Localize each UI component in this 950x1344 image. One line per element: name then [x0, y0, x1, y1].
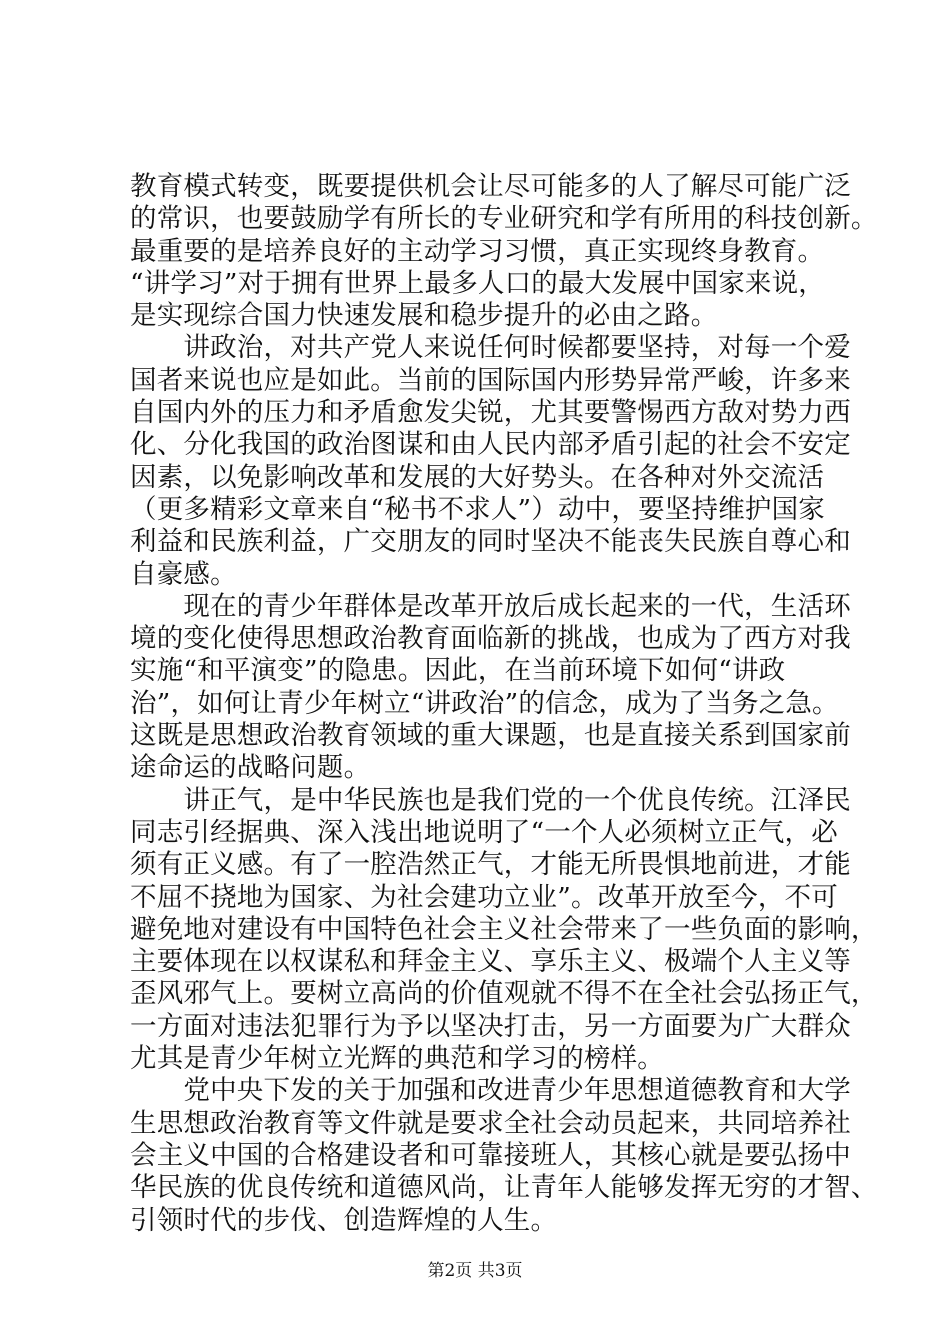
text-line: 最重要的是培养良好的主动学习习惯，真正实现终身教育。 [130, 235, 825, 267]
text-line: （更多精彩文章来自“秘书不求人”）动中，要坚持维护国家 [130, 493, 825, 525]
text-line: 自国内外的压力和矛盾愈发尖锐，尤其要警惕西方敌对势力西 [130, 397, 851, 429]
text-line: 利益和民族利益，广交朋友的同时坚决不能丧失民族自尊心和 [130, 526, 851, 558]
text-line: 避免地对建设有中国特色社会主义社会带来了一些负面的影响， [130, 913, 878, 945]
paragraph-3 [130, 590, 851, 785]
text-line: 会主义中国的合格建设者和可靠接班人，其核心就是要弘扬中 [130, 1139, 851, 1171]
text-line: “讲学习”对于拥有世界上最多人口的最大发展中国家来说， [130, 267, 825, 299]
text-line: 华民族的优良传统和道德风尚，让青年人能够发挥无穷的才智、 [130, 1172, 878, 1204]
text-line: 这既是思想政治教育领域的重大课题，也是直接关系到国家前 [130, 720, 851, 752]
text-line: 途命运的战略问题。 [130, 752, 371, 784]
text-line: 的常识，也要鼓励学有所长的专业研究和学有所用的科技创新。 [130, 203, 878, 235]
text-line: 化、分化我国的政治图谋和由人民内部矛盾引起的社会不安定 [130, 429, 851, 461]
document-body [130, 171, 878, 1237]
paragraph-2 [130, 332, 851, 590]
paragraph-4 [130, 784, 878, 1076]
text-line: 国者来说也应是如此。当前的国际国内形势异常严峻，许多来 [130, 364, 851, 396]
page-number: 第2页 共3页 [427, 1261, 523, 1281]
text-line: 引领时代的步伐、创造辉煌的人生。 [130, 1204, 558, 1236]
text-line: 同志引经据典、深入浅出地说明了“一个人必须树立正气，必 [130, 816, 838, 848]
text-line: 治”，如何让青少年树立“讲政治”的信念，成为了当务之急。 [130, 687, 839, 719]
text-line: 现在的青少年群体是改革开放后成长起来的一代，生活环 [130, 590, 851, 622]
text-line: 自豪感。 [130, 558, 237, 590]
text-line: 须有正义感。有了一腔浩然正气，才能无所畏惧地前进，才能 [130, 849, 851, 881]
text-line: 党中央下发的关于加强和改进青少年思想道德教育和大学 [130, 1075, 851, 1107]
page-footer [0, 1256, 950, 1281]
text-line: 歪风邪气上。要树立高尚的价值观就不得不在全社会弘扬正气， [130, 978, 878, 1010]
text-line: 教育模式转变，既要提供机会让尽可能多的人了解尽可能广泛 [130, 171, 851, 202]
text-line: 是实现综合国力快速发展和稳步提升的必由之路。 [130, 300, 718, 332]
paragraph-1 [130, 171, 878, 332]
paragraph-5 [130, 1075, 878, 1236]
text-line: 主要体现在以权谋私和拜金主义、享乐主义、极端个人主义等 [130, 946, 851, 978]
text-line: 尤其是青少年树立光辉的典范和学习的榜样。 [130, 1043, 664, 1075]
text-line: 讲正气，是中华民族也是我们党的一个优良传统。江泽民 [130, 784, 851, 816]
text-line: 生思想政治教育等文件就是要求全社会动员起来，共同培养社 [130, 1107, 851, 1139]
text-line: 一方面对违法犯罪行为予以坚决打击，另一方面要为广大群众 [130, 1010, 851, 1042]
text-line: 因素，以免影响改革和发展的大好势头。在各种对外交流活 [130, 461, 825, 493]
text-line: 讲政治，对共产党人来说任何时候都要坚持，对每一个爱 [130, 332, 851, 364]
text-line: 实施“和平演变”的隐患。因此，在当前环境下如何“讲政 [130, 655, 786, 687]
text-line: 境的变化使得思想政治教育面临新的挑战，也成为了西方对我 [130, 623, 851, 655]
text-line: 不屈不挠地为国家、为社会建功立业”。改革开放至今，不可 [130, 881, 838, 913]
